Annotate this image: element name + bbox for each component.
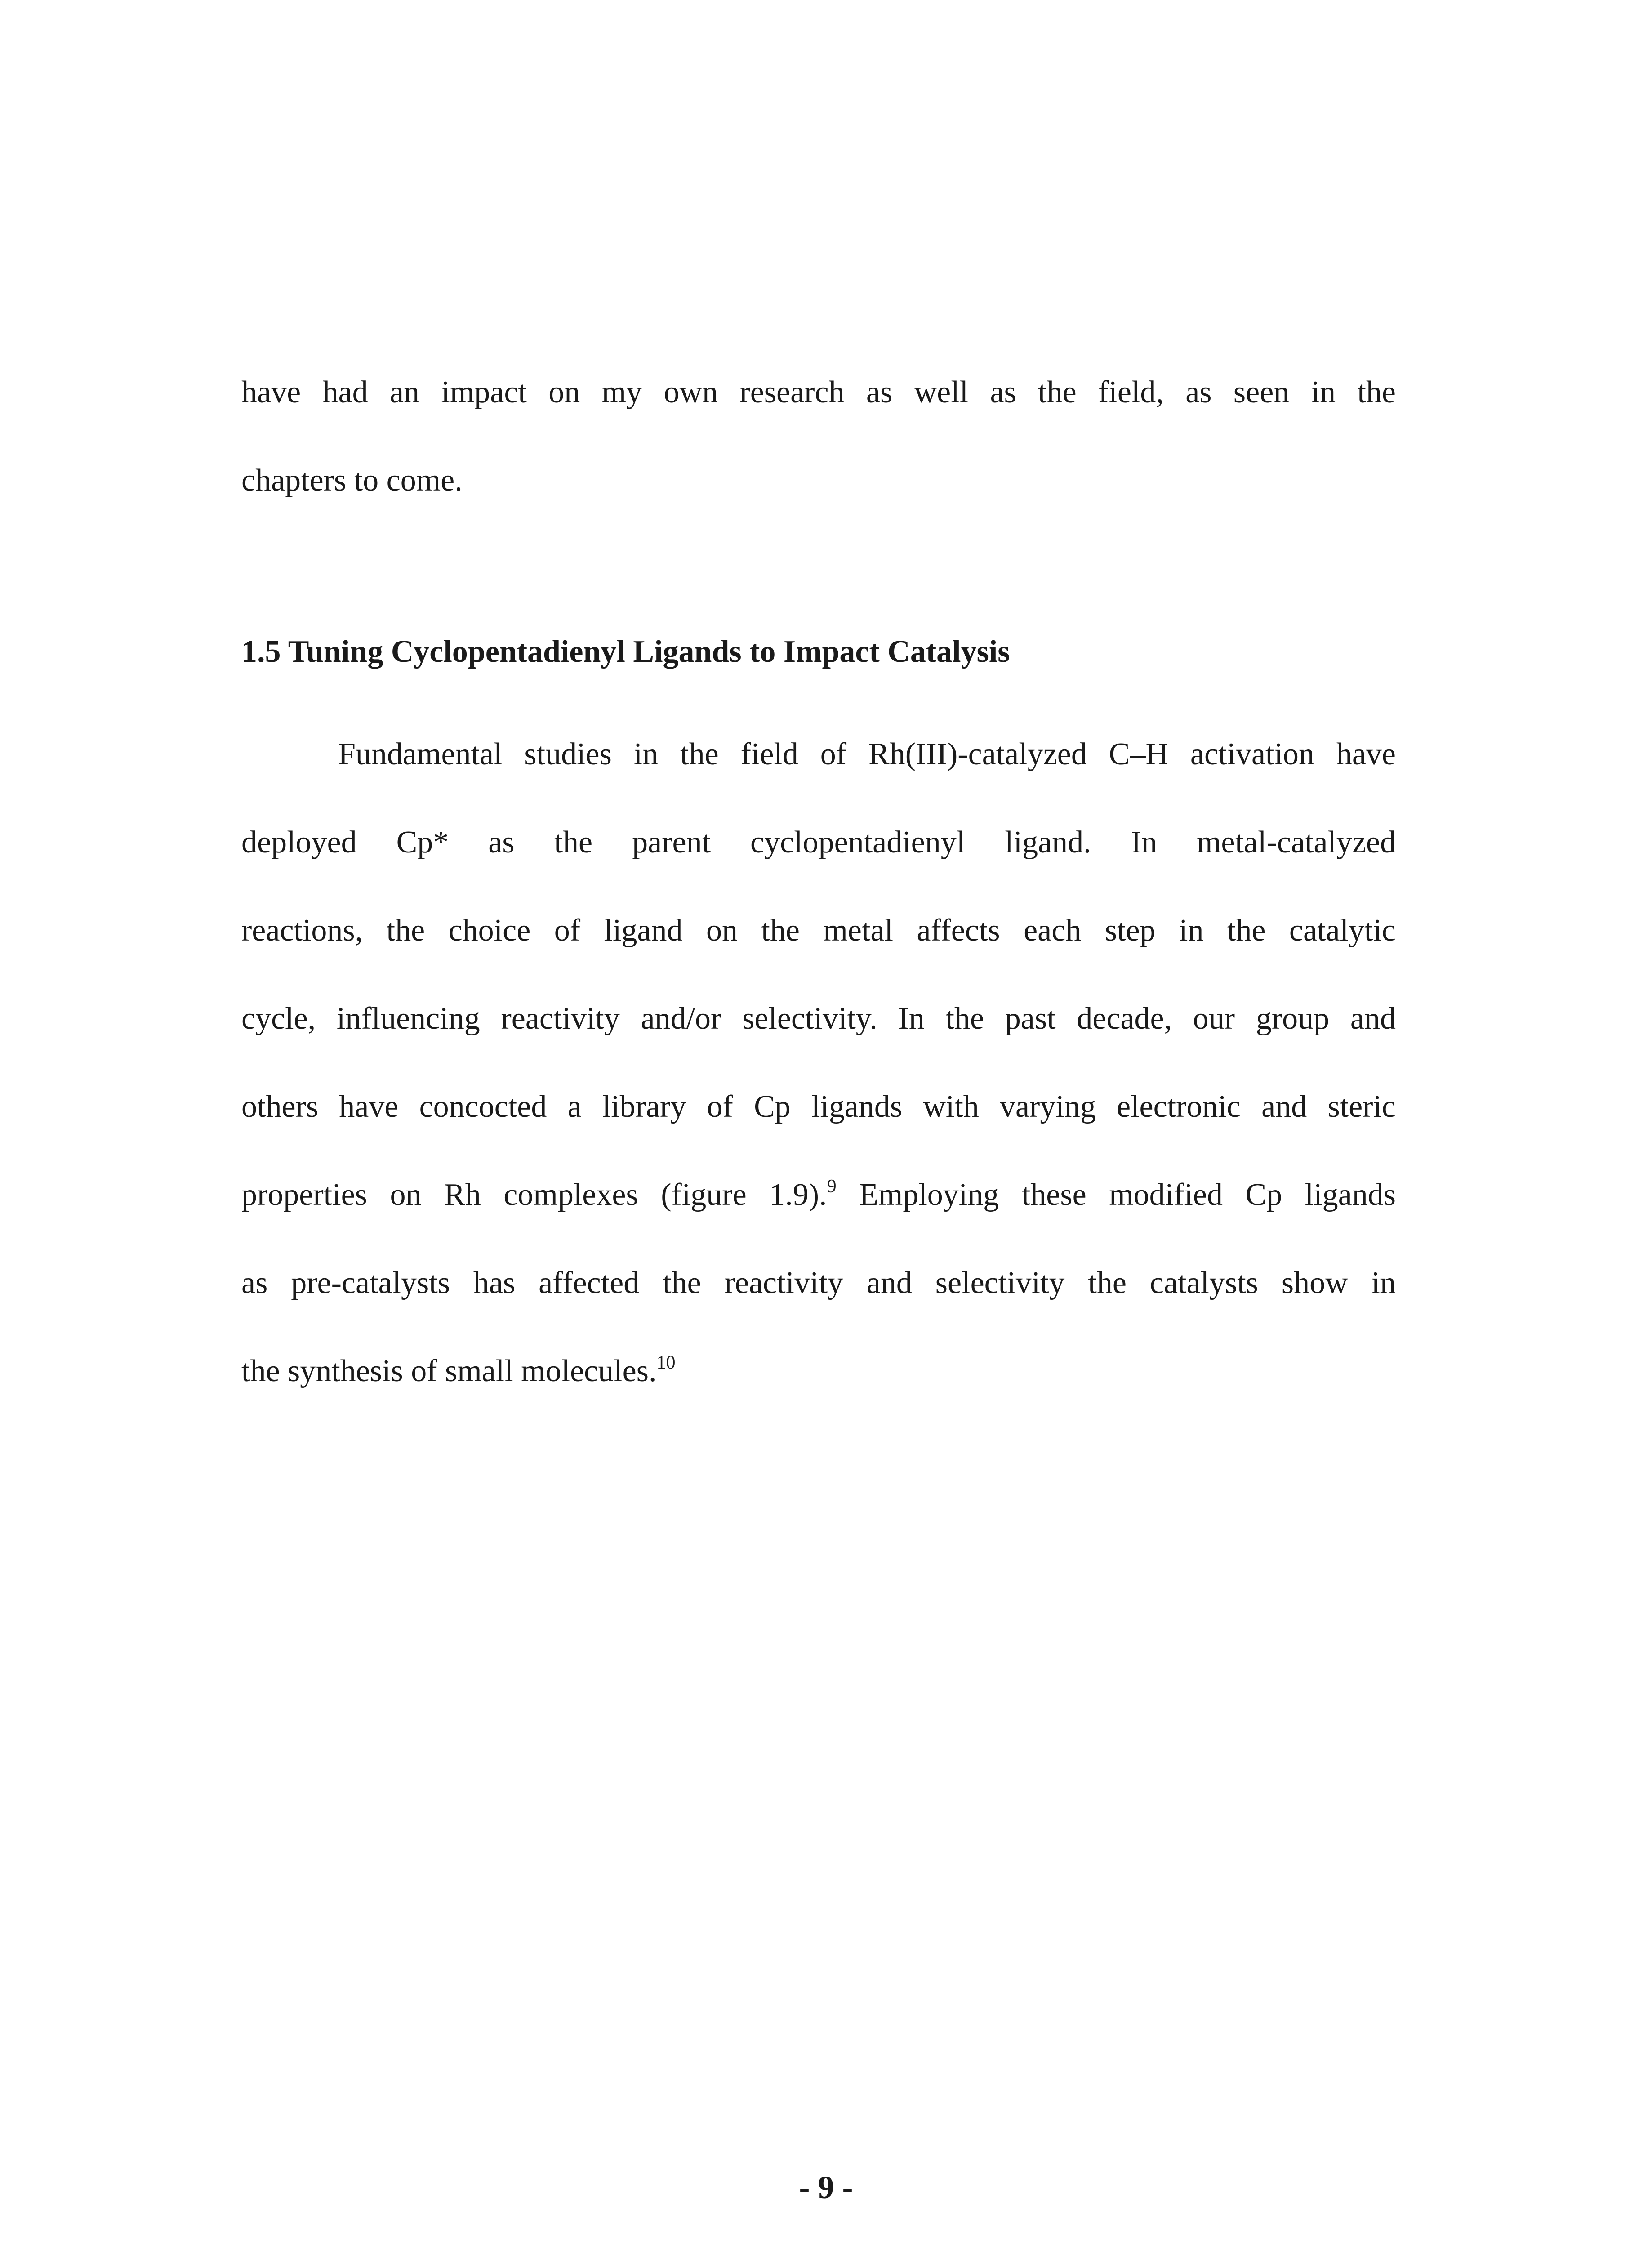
paragraph-line: as pre-catalysts has affected the reactivity and selectivity the catalysts show in: [241, 1266, 1396, 1300]
citation-reference: 10: [656, 1352, 676, 1373]
paragraph-line: [241, 1327, 1396, 1415]
paragraph-line: chapters to come.: [241, 463, 463, 498]
citation-reference: 9: [827, 1176, 837, 1197]
continuation-paragraph: [241, 348, 1396, 525]
paragraph-line: cycle, influencing reactivity and/or selectivity. In the past decade, our group and: [241, 1001, 1396, 1036]
paragraph-line: deployed Cp* as the parent cyclopentadienyl ligand. In metal-catalyzed: [241, 825, 1396, 860]
section-heading: 1.5 Tuning Cyclopentadienyl Ligands to Impact Catalysis: [241, 634, 1010, 669]
paragraph-line: [241, 1151, 1396, 1239]
paragraph-line: have had an impact on my own research as well as the field, as seen in the: [241, 375, 1396, 410]
section-paragraph: [241, 710, 1396, 1415]
line-text: the synthesis of small molecules.: [241, 1354, 657, 1388]
paragraph-line: others have concocted a library of Cp ligands with varying electronic and steric: [241, 1089, 1396, 1124]
paragraph-line: Fundamental studies in the field of Rh(III)-catalyzed C–H activation have: [338, 737, 1396, 772]
paragraph-line: reactions, the choice of ligand on the metal affects each step in the catalytic: [241, 913, 1396, 948]
page-number: - 9 -: [799, 2169, 853, 2205]
line-text: Employing these modified Cp ligands: [836, 1178, 1396, 1212]
line-text: properties on Rh complexes (figure 1.9).: [241, 1178, 827, 1212]
